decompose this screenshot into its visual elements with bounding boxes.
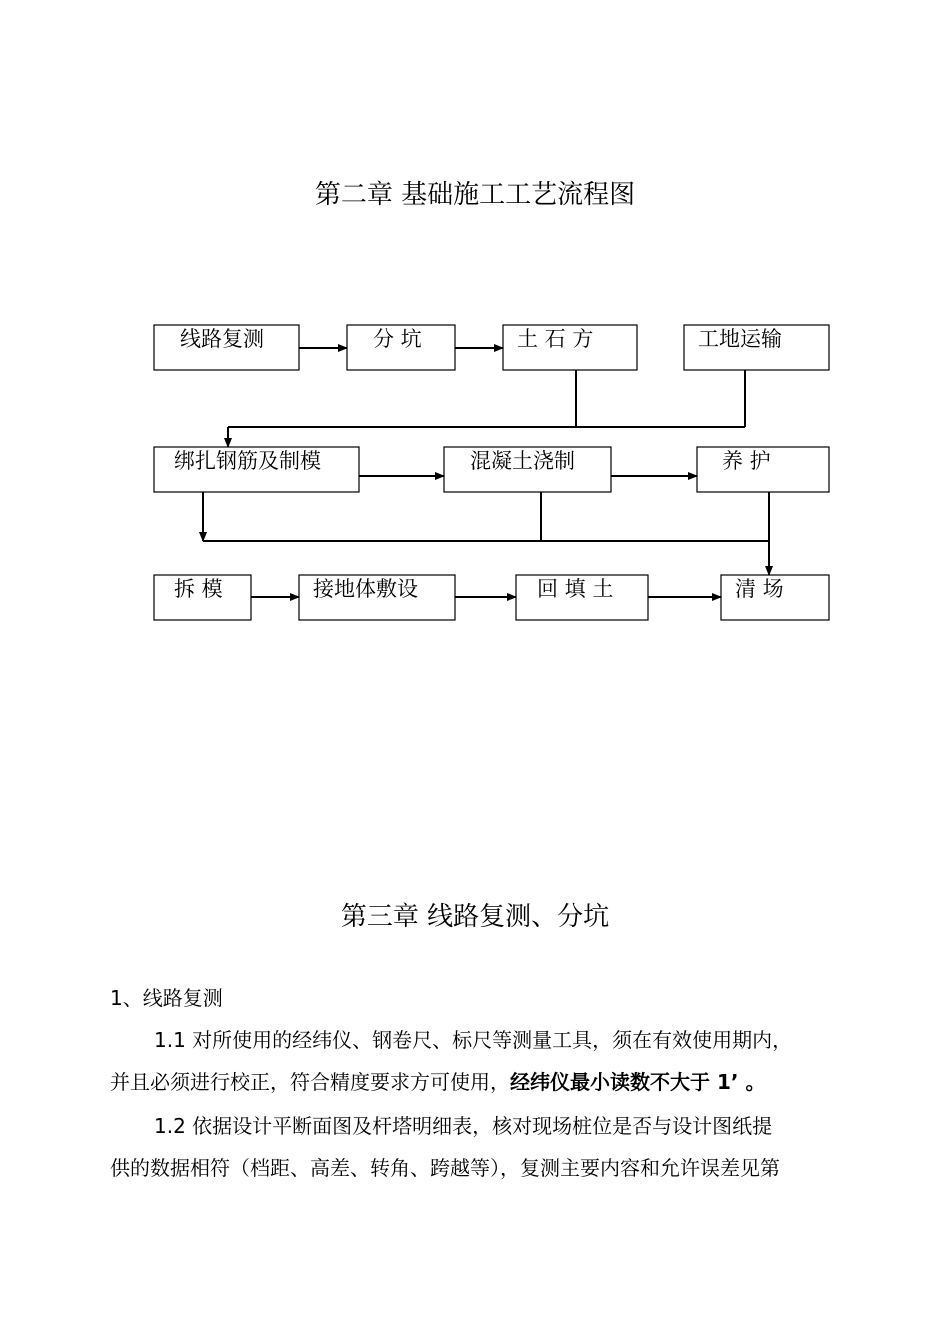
flow-box-survey [154,325,299,370]
flow-box-concrete-pour-label: 混凝土浇制 [470,449,575,473]
paragraph-1-2-line-2: 供的数据相符（档距、高差、转角、跨越等），复测主要内容和允许误差见第 [110,1156,780,1180]
flow-box-survey-label: 线路复测 [180,327,264,351]
flow-box-earthwork [503,325,637,370]
flow-box-rebar-formwork [154,447,359,492]
flow-box-curing [697,447,829,492]
flow-box-rebar-formwork-label: 绑扎钢筋及制模 [174,449,321,473]
flow-box-cleanup-label: 清 场 [735,577,784,601]
chapter-2-title: 第二章 基础施工工艺流程图 [314,180,636,210]
flow-box-demold [154,575,251,620]
flow-box-earthwork-label: 土 石 方 [517,327,594,351]
paragraph-1-1-line-2 [110,1061,765,1103]
flow-box-transport-label: 工地运输 [698,327,782,351]
flow-box-demold-label: 拆 模 [174,577,223,601]
flow-box-backfill-label: 回 填 土 [537,577,614,601]
paragraph-1-1-line-1: 1.1 对所使用的经纬仪、钢卷尺、标尺等测量工具，须在有效使用期内， [154,1028,793,1052]
flow-box-staking [347,325,455,370]
flow-box-grounding [299,575,455,620]
paragraph-1-1-line-2-text: 并且必须进行校正，符合精度要求方可使用， [110,1070,510,1094]
flow-box-backfill [516,575,648,620]
flow-box-grounding-label: 接地体敷设 [313,577,418,601]
flow-box-transport [684,325,829,370]
paragraph-1-2-line-1: 1.2 依据设计平断面图及杆塔明细表，核对现场桩位是否与设计图纸提 [154,1114,773,1138]
flow-box-concrete-pour [444,447,611,492]
section-heading-survey: 1、线路复测 [110,986,223,1010]
flow-box-curing-label: 养 护 [722,449,771,473]
flow-box-cleanup [721,575,829,620]
paragraph-1-1-bold-requirement: 经纬仪最小读数不大于 1’ 。 [510,1070,766,1094]
flow-box-staking-label: 分 坑 [373,327,422,351]
chapter-3-title: 第三章 线路复测、分坑 [340,902,610,932]
